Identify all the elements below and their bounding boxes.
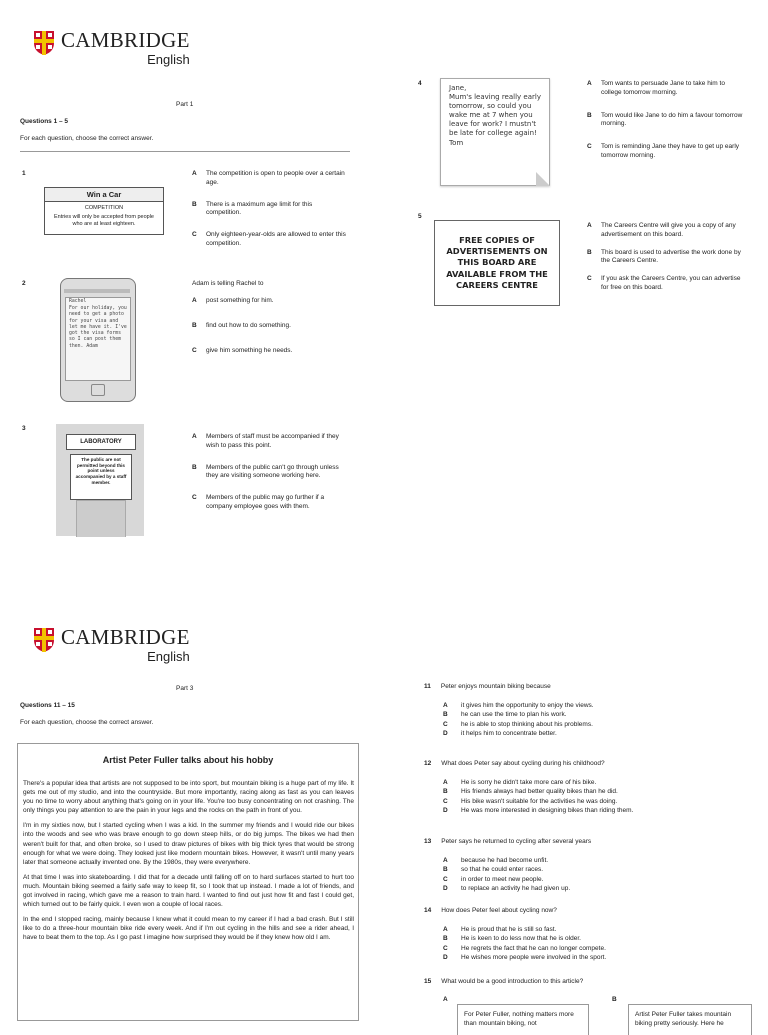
phone-screen xyxy=(65,297,131,381)
home-button-icon xyxy=(91,384,105,396)
option[interactable]: A because he had become unfit. xyxy=(443,856,549,864)
question-number: 2 xyxy=(22,280,26,287)
option[interactable]: B Tom would like Jane to do him a favour tomorrow morning. xyxy=(587,111,743,128)
option[interactable]: D it helps him to concentrate better. xyxy=(443,730,557,738)
phone-illustration xyxy=(60,278,136,402)
option[interactable]: C Members of the public may go further if a company employee goes with them. xyxy=(192,494,325,510)
option[interactable]: D to replace an activity he had given up. xyxy=(443,885,571,893)
brand-sub: English xyxy=(147,649,190,664)
option[interactable]: D He wishes more people were involved in the sport. xyxy=(443,954,607,962)
question-15: 15 What would be a good introduction to this article? xyxy=(424,978,584,985)
cambridge-logo xyxy=(33,30,190,66)
intro-option-text: Artist Peter Fuller takes mountain biking pretty seriously. Here he xyxy=(635,1011,732,1028)
intro-option-letter: A xyxy=(443,996,448,1003)
option[interactable]: B find out how to do something. xyxy=(192,321,291,329)
question-number: 5 xyxy=(418,213,422,220)
sign-title: LABORATORY xyxy=(66,434,136,450)
part-label: Part 1 xyxy=(176,101,194,108)
instruction: For each question, choose the correct answer. xyxy=(20,135,154,142)
q2-options xyxy=(192,297,347,355)
brand-name: CAMBRIDGE xyxy=(61,625,190,649)
article-title: Artist Peter Fuller talks about his hobby xyxy=(102,755,274,765)
option[interactable]: B He is keen to do less now that he is older. xyxy=(443,935,581,943)
article-body xyxy=(18,779,358,943)
option[interactable]: C Only eighteen-year-olds are allowed to enter this competition. xyxy=(192,231,346,247)
sticky-note xyxy=(440,78,550,186)
option[interactable]: C He regrets the fact that he can no longer compete. xyxy=(443,944,606,952)
cambridge-shield-icon xyxy=(33,30,55,56)
phone-message: For our holiday, you need to get a photo for your visa and let me have it. I've got the visa forms so I can post them then. Adam xyxy=(69,306,127,349)
option[interactable]: B His friends always had better quality bikes than he did. xyxy=(443,788,618,796)
q4-options xyxy=(587,80,745,161)
option[interactable]: A He is proud that he is still so fast. xyxy=(443,925,557,933)
page-curl xyxy=(536,172,550,186)
question-number: 3 xyxy=(22,425,26,432)
intro-option-b[interactable] xyxy=(628,1004,752,1035)
cambridge-logo xyxy=(33,627,190,663)
q2-stem: Adam is telling Rachel to xyxy=(192,280,264,287)
article-paragraph: There's a popular idea that artists are not supposed to be into sport, but mountain biking is a huge part of my life. It gets me out of my studio, and into the countryside. But more importantly, racing along as fast as you can leaves you no time to worry about anything that's going on in your life. You're too busy concentrating on not crashing. The only things you pay attention to are the pain in your legs and the rocks on the path in front of you. xyxy=(23,780,354,815)
door-illustration xyxy=(56,424,144,536)
article xyxy=(17,743,359,1021)
option[interactable]: B There is a maximum age limit for this competition. xyxy=(192,200,313,217)
question-number: 1 xyxy=(22,170,26,177)
option[interactable]: B he can use the time to plan his work. xyxy=(443,711,567,719)
question-number: 4 xyxy=(418,80,422,87)
option[interactable]: C give him something he needs. xyxy=(192,346,293,354)
careers-notice xyxy=(434,220,560,306)
questions-label: Questions 11 – 15 xyxy=(20,702,75,709)
cambridge-shield-icon xyxy=(33,627,55,653)
q1-options xyxy=(192,170,347,249)
option[interactable]: A Tom wants to persuade Jane to take him to college tomorrow morning. xyxy=(587,80,725,96)
brand-sub: English xyxy=(147,52,190,67)
brand-name: CAMBRIDGE xyxy=(61,28,190,52)
note-text: Jane, Mum's leaving really early tomorrow, so could you wake me at 7 when you leave for work? I mustn't be late for college again! Tom xyxy=(449,84,541,147)
option[interactable]: A The competition is open to people over a certain age. xyxy=(192,170,345,186)
option[interactable]: A He is sorry he didn't take more care of his bike. xyxy=(443,778,597,786)
phone-to: Rachel xyxy=(69,299,87,304)
divider xyxy=(20,151,350,152)
q5-options xyxy=(587,222,745,293)
option[interactable]: C His bike wasn't suitable for the activities he was doing. xyxy=(443,797,618,805)
article-paragraph: I'm in my sixties now, but I started cycling when I was a kid. In the summer my friends and I would ride our bikes into the woods and see who was brave enough to go down steep hills, or do big jumps. The bikes we had then weren't built for that, and often broke, so I used to draw pictures of bikes with big thick tyres that would be strong enough for what we were doing. They looked just like modern mountain bikes. However, it wasn't until many years later that someone actually invented one. By the 1980s, they were everywhere. xyxy=(23,822,354,866)
option[interactable]: C Tom is reminding Jane they have to get up early tomorrow morning. xyxy=(587,143,740,159)
option[interactable]: C in order to meet new people. xyxy=(443,875,544,883)
option[interactable]: C If you ask the Careers Centre, you can advertise for free on this board. xyxy=(587,275,741,291)
option[interactable]: B so that he could enter races. xyxy=(443,866,544,874)
notice-text: FREE COPIES OF ADVERTISEMENTS ON THIS BOARD ARE AVAILABLE FROM THE CAREERS CENTRE xyxy=(446,235,548,290)
intro-option-text: For Peter Fuller, nothing matters more than mountain biking, not xyxy=(464,1011,574,1028)
notice-title: Win a Car xyxy=(45,188,163,202)
part-label: Part 3 xyxy=(176,685,194,692)
question-11: 11 Peter enjoys mountain biking because A it gives him the opportunity to enjoy the views. B he can use the time to plan his work. C he is able to stop thinking about his problems. D it helps him to concentrate better. xyxy=(424,683,754,738)
instruction: For each question, choose the correct answer. xyxy=(20,719,154,726)
article-paragraph: At that time I was into skateboarding. I did that for a decade until falling off on to hard surfaces started to hurt too much. Mountain biking seemed a fairly safe way to keep fit, so I took that up instead. I made a lot of friends, and got involved in racing, which gave me a reason to train hard. I wanted to find out just how fit and fast I could get, which turned out to be fairly quick. I even won a couple of local races. xyxy=(23,873,354,909)
intro-option-a[interactable] xyxy=(457,1004,589,1035)
option[interactable]: D He was more interested in designing bikes than riding them. xyxy=(443,807,634,815)
option[interactable]: A Members of staff must be accompanied if they wish to pass this point. xyxy=(192,433,339,449)
option[interactable]: A The Careers Centre will give you a copy of any advertisement on this board. xyxy=(587,222,736,238)
q3-options xyxy=(192,433,347,512)
questions-label: Questions 1 – 5 xyxy=(20,118,69,125)
question-12: 12 What does Peter say about cycling during his childhood? A He is sorry he didn't take more care of his bike. B His friends always had better quality bikes than he did. C His bike wasn't suitable for the activities he was doing. D He was more interested in designing bikes than riding them. xyxy=(424,760,754,815)
notice-subtitle: COMPETITION xyxy=(84,205,124,211)
option[interactable]: C he is able to stop thinking about his problems. xyxy=(443,720,593,728)
intro-option-letter: B xyxy=(612,996,617,1003)
article-paragraph: In the end I stopped racing, mainly because I knew what it could mean to my career if I had a bad crash. But I still like to do a three-hour mountain bike ride every week. And if I'm out cycling in the hills and see a rider ahead, I have to beat them to the top. As I go past I imagine how surprised they would be if they knew how old I am. xyxy=(23,916,354,942)
question-14: 14 How does Peter feel about cycling now? A He is proud that he is still so fast. B He is keen to do less now that he is older. C He regrets the fact that he can no longer compete. D He wishes more people were involved in the sport. xyxy=(424,907,754,962)
notice-body: Entries will only be accepted from people who are at least eighteen. xyxy=(54,214,154,228)
door-panel xyxy=(76,500,126,537)
option[interactable]: B Members of the public can't go through unless they are visiting someone working here. xyxy=(192,463,339,480)
sign-body: The public are not permitted beyond this point unless accompanied by a staff member. xyxy=(70,454,132,500)
option[interactable]: B This board is used to advertise the work done by the Careers Centre. xyxy=(587,248,741,265)
question-13: 13 Peter says he returned to cycling after several years A because he had become unfit. B so that he could enter races. C in order to meet new people. D to replace an activity he had given up. xyxy=(424,838,754,893)
option[interactable]: A post something for him. xyxy=(192,297,274,304)
notice-win-a-car xyxy=(44,187,164,235)
option[interactable]: A it gives him the opportunity to enjoy the views. xyxy=(443,701,594,709)
